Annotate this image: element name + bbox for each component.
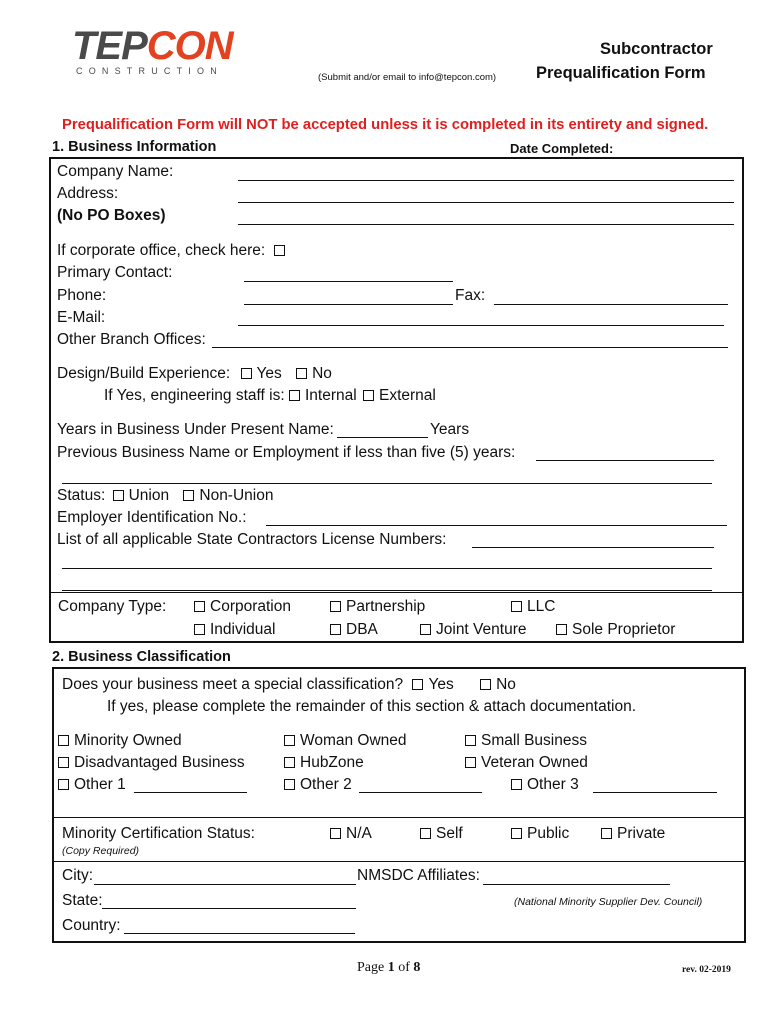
corporate-office-text: If corporate office, check here: bbox=[57, 242, 266, 259]
fax-label: Fax: bbox=[455, 287, 486, 304]
license-numbers-label: List of all applicable State Contractors License Numbers: bbox=[57, 531, 447, 548]
corporation-option bbox=[194, 598, 291, 616]
company-type-label: Company Type: bbox=[58, 598, 167, 615]
classification-instruction: If yes, please complete the remainder of this section & attach documentation. bbox=[107, 698, 637, 715]
engineering-internal-label: Internal bbox=[304, 387, 357, 404]
partnership-checkbox[interactable] bbox=[330, 601, 341, 612]
other2-field[interactable] bbox=[359, 792, 482, 793]
years-in-business-field[interactable] bbox=[337, 437, 428, 438]
branch-offices-field[interactable] bbox=[212, 347, 728, 348]
small-business-option bbox=[465, 732, 587, 750]
veteran-owned-label: Veteran Owned bbox=[481, 754, 588, 771]
form-title-line2: Prequalification Form bbox=[536, 64, 706, 82]
other1-label: Other 1 bbox=[74, 776, 126, 793]
design-build-no-checkbox[interactable] bbox=[296, 368, 307, 379]
cert-status-divider-top bbox=[53, 817, 745, 818]
cert-private-checkbox[interactable] bbox=[601, 828, 612, 839]
joint-venture-label: Joint Venture bbox=[436, 621, 527, 638]
previous-name-field-2[interactable] bbox=[62, 483, 712, 484]
address-field-1[interactable] bbox=[238, 202, 734, 203]
company-type-divider bbox=[50, 592, 743, 593]
woman-owned-label: Woman Owned bbox=[300, 732, 407, 749]
company-name-field[interactable] bbox=[238, 180, 734, 181]
address-field-2[interactable] bbox=[238, 224, 734, 225]
disadvantaged-option bbox=[58, 754, 245, 772]
ein-field[interactable] bbox=[266, 525, 727, 526]
llc-checkbox[interactable] bbox=[511, 601, 522, 612]
cert-status-divider-bottom bbox=[53, 861, 745, 862]
other2-checkbox[interactable] bbox=[284, 779, 295, 790]
partnership-option bbox=[330, 598, 425, 616]
cert-public-label: Public bbox=[527, 825, 570, 842]
country-label: Country: bbox=[62, 917, 121, 934]
form-title-line1: Subcontractor bbox=[600, 40, 713, 58]
design-build-no-label: No bbox=[312, 365, 332, 382]
veteran-owned-checkbox[interactable] bbox=[465, 757, 476, 768]
section2-heading: 2. Business Classification bbox=[52, 649, 231, 665]
llc-option bbox=[511, 598, 555, 616]
disadvantaged-checkbox[interactable] bbox=[58, 757, 69, 768]
special-classification-no-label: No bbox=[496, 676, 516, 693]
hubzone-option bbox=[284, 754, 364, 772]
other1-field[interactable] bbox=[134, 792, 247, 793]
hubzone-label: HubZone bbox=[300, 754, 364, 771]
primary-contact-field[interactable] bbox=[244, 281, 453, 282]
corporate-office-label bbox=[57, 242, 290, 260]
page-prefix: Page bbox=[357, 960, 385, 975]
disadvantaged-label: Disadvantaged Business bbox=[74, 754, 245, 771]
branch-offices-label: Other Branch Offices: bbox=[57, 331, 206, 348]
previous-name-label: Previous Business Name or Employment if less than five (5) years: bbox=[57, 444, 516, 461]
logo-subtitle: CONSTRUCTION bbox=[76, 66, 223, 76]
no-po-boxes-label: (No PO Boxes) bbox=[57, 207, 166, 224]
other3-label: Other 3 bbox=[527, 776, 579, 793]
cert-na-option bbox=[330, 825, 372, 843]
city-field[interactable] bbox=[94, 884, 356, 885]
other3-option bbox=[511, 776, 579, 794]
nmsdc-label: NMSDC Affiliates: bbox=[357, 867, 480, 884]
design-build-yes-label: Yes bbox=[256, 365, 282, 382]
design-build-label: Design/Build Experience: bbox=[57, 365, 231, 382]
cert-na-checkbox[interactable] bbox=[330, 828, 341, 839]
special-classification-question: Does your business meet a special classification? bbox=[62, 676, 404, 693]
cert-status-label: Minority Certification Status: bbox=[62, 825, 255, 842]
corporate-office-checkbox[interactable] bbox=[274, 245, 285, 256]
status-label: Status: bbox=[57, 487, 106, 504]
joint-venture-option bbox=[420, 621, 526, 639]
nmsdc-note: (National Minority Supplier Dev. Council) bbox=[514, 896, 703, 908]
llc-label: LLC bbox=[527, 598, 556, 615]
copy-required-note: (Copy Required) bbox=[62, 845, 140, 857]
other2-option bbox=[284, 776, 352, 794]
individual-checkbox[interactable] bbox=[194, 624, 205, 635]
cert-private-option bbox=[601, 825, 665, 843]
cert-self-option bbox=[420, 825, 463, 843]
dba-checkbox[interactable] bbox=[330, 624, 341, 635]
non-union-checkbox[interactable] bbox=[183, 490, 194, 501]
cert-public-option bbox=[511, 825, 569, 843]
page-of: of bbox=[398, 960, 410, 975]
cert-self-checkbox[interactable] bbox=[420, 828, 431, 839]
revision-label: rev. 02-2019 bbox=[682, 965, 731, 975]
primary-contact-label: Primary Contact: bbox=[57, 264, 173, 281]
years-in-business-label: Years in Business Under Present Name: bbox=[57, 421, 334, 438]
individual-label: Individual bbox=[210, 621, 276, 638]
license-numbers-field[interactable] bbox=[472, 547, 714, 548]
country-field[interactable] bbox=[124, 933, 355, 934]
cert-self-label: Self bbox=[436, 825, 463, 842]
state-label: State: bbox=[62, 892, 103, 909]
minority-owned-option bbox=[58, 732, 182, 750]
fax-field[interactable] bbox=[494, 304, 728, 305]
design-build-yes-checkbox[interactable] bbox=[241, 368, 252, 379]
warning-banner: Prequalification Form will NOT be accepted unless it is completed in its entirety and signed. bbox=[62, 117, 709, 133]
company-name-label: Company Name: bbox=[57, 163, 174, 180]
minority-owned-checkbox[interactable] bbox=[58, 735, 69, 746]
minority-owned-label: Minority Owned bbox=[74, 732, 182, 749]
engineering-internal-checkbox[interactable] bbox=[289, 390, 300, 401]
years-suffix: Years bbox=[430, 421, 470, 438]
partnership-label: Partnership bbox=[346, 598, 426, 615]
special-classification-no-checkbox[interactable] bbox=[480, 679, 491, 690]
nmsdc-field[interactable] bbox=[483, 884, 670, 885]
special-classification-row bbox=[62, 676, 516, 694]
email-field[interactable] bbox=[238, 325, 724, 326]
union-checkbox[interactable] bbox=[113, 490, 124, 501]
cert-private-label: Private bbox=[617, 825, 666, 842]
dba-option bbox=[330, 621, 378, 639]
other1-checkbox[interactable] bbox=[58, 779, 69, 790]
corporation-label: Corporation bbox=[210, 598, 291, 615]
other1-option bbox=[58, 776, 126, 794]
design-build-row bbox=[57, 365, 332, 383]
cert-na-label: N/A bbox=[346, 825, 372, 842]
non-union-label: Non-Union bbox=[199, 487, 274, 504]
phone-field[interactable] bbox=[244, 304, 453, 305]
other3-field[interactable] bbox=[593, 792, 717, 793]
logo-primary-text: TEP bbox=[72, 24, 147, 68]
small-business-label: Small Business bbox=[481, 732, 587, 749]
previous-name-field[interactable] bbox=[536, 460, 714, 461]
corporation-checkbox[interactable] bbox=[194, 601, 205, 612]
phone-label: Phone: bbox=[57, 287, 107, 304]
address-label: Address: bbox=[57, 185, 119, 202]
individual-option bbox=[194, 621, 276, 639]
page-total: 8 bbox=[413, 960, 421, 975]
engineering-external-checkbox[interactable] bbox=[363, 390, 374, 401]
page-current: 1 bbox=[387, 960, 395, 975]
engineering-staff-label: If Yes, engineering staff is: bbox=[104, 387, 285, 404]
submit-note: (Submit and/or email to info@tepcon.com) bbox=[318, 72, 497, 83]
sole-proprietor-label: Sole Proprietor bbox=[572, 621, 676, 638]
ein-label: Employer Identification No.: bbox=[57, 509, 247, 526]
hubzone-checkbox[interactable] bbox=[284, 757, 295, 768]
special-classification-yes-label: Yes bbox=[428, 676, 454, 693]
cert-public-checkbox[interactable] bbox=[511, 828, 522, 839]
veteran-owned-option bbox=[465, 754, 588, 772]
email-label: E-Mail: bbox=[57, 309, 106, 326]
status-row bbox=[57, 487, 273, 505]
sole-proprietor-option bbox=[556, 621, 675, 639]
license-numbers-field-3[interactable] bbox=[62, 590, 712, 591]
small-business-checkbox[interactable] bbox=[465, 735, 476, 746]
other2-label: Other 2 bbox=[300, 776, 352, 793]
engineering-staff-row bbox=[104, 387, 436, 405]
engineering-external-label: External bbox=[379, 387, 436, 404]
license-numbers-field-2[interactable] bbox=[62, 568, 712, 569]
union-label: Union bbox=[128, 487, 170, 504]
section1-heading: 1. Business Information bbox=[52, 139, 217, 155]
special-classification-yes-checkbox[interactable] bbox=[412, 679, 423, 690]
joint-venture-checkbox[interactable] bbox=[420, 624, 431, 635]
woman-owned-checkbox[interactable] bbox=[284, 735, 295, 746]
dba-label: DBA bbox=[346, 621, 378, 638]
state-field[interactable] bbox=[102, 908, 356, 909]
page-number bbox=[357, 960, 420, 976]
woman-owned-option bbox=[284, 732, 407, 750]
date-completed-label: Date Completed: bbox=[510, 141, 614, 156]
sole-proprietor-checkbox[interactable] bbox=[556, 624, 567, 635]
other3-checkbox[interactable] bbox=[511, 779, 522, 790]
city-label: City: bbox=[62, 867, 93, 884]
logo-accent-text: CON bbox=[146, 24, 233, 68]
